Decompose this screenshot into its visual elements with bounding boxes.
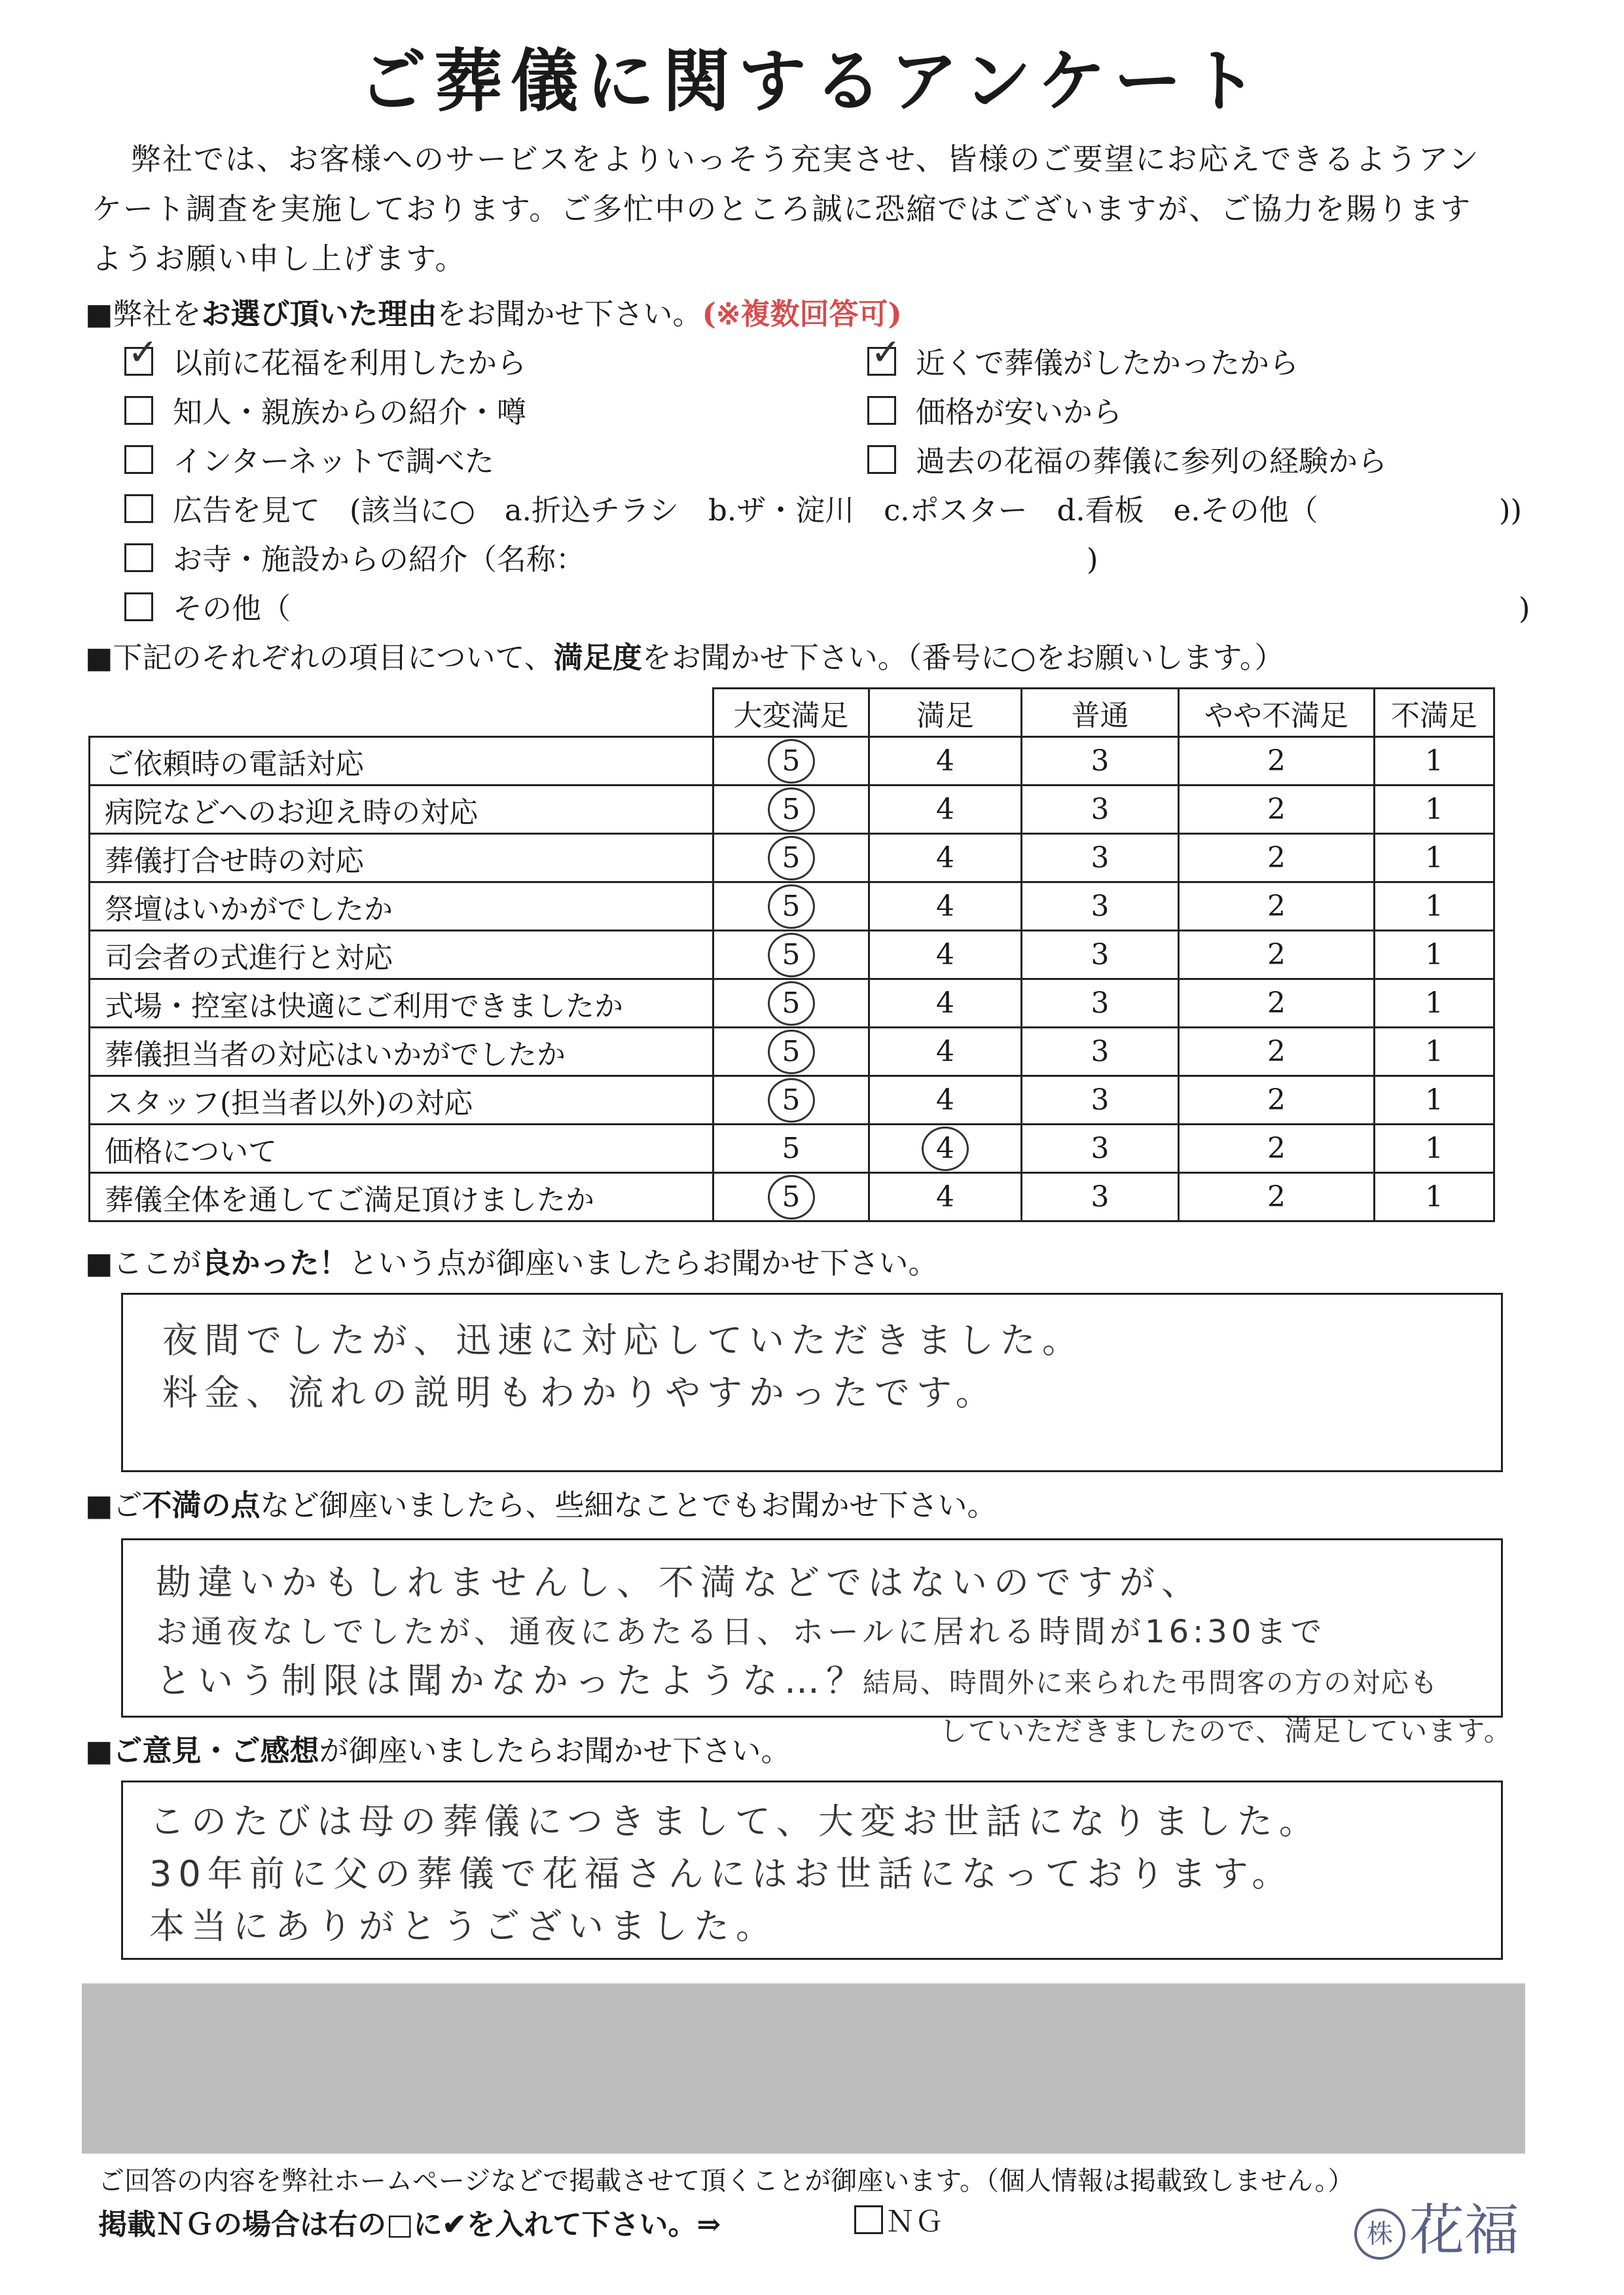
rating-option: 4 (936, 1083, 954, 1117)
multi-answer-note: (※複数回答可) (702, 297, 902, 331)
rating-cell[interactable] (1179, 786, 1375, 834)
q4-heading: ■ご不満の点など御座いましたら、些細なことでもお聞かせ下さい。 (85, 1488, 997, 1523)
rating-option: 2 (1267, 793, 1286, 826)
rating-cell[interactable] (869, 1076, 1022, 1125)
checkbox-previous-use[interactable] (124, 331, 158, 376)
rating-option: 1 (1425, 744, 1443, 778)
checkbox-referral[interactable] (124, 396, 153, 425)
intro-line-2: ケート調査を実施しております。ご多忙中のところ誠に恐縮ではございますが、ご協力を賜ります (92, 191, 1472, 226)
row-item-label: 葬儀打合せ時の対応 (90, 834, 713, 882)
good-points-line: 料金、流れの説明もわかりやすかったです。 (162, 1372, 998, 1413)
table-row (90, 979, 1494, 1028)
complaint-line: 勘違いかもしれませんし、不満などではないのですが、 (156, 1562, 1203, 1603)
rating-option: 2 (1267, 1132, 1286, 1165)
rating-option: 4 (936, 938, 954, 971)
ng-checkbox[interactable] (854, 2205, 883, 2234)
row-item-label: 祭壇はいかがでしたか (90, 882, 713, 931)
rating-option: 1 (1425, 1035, 1443, 1068)
intro-line-1: 弊社では、お客様へのサービスをよりいっそう充実させ、皆様のご要望にお応えできるようアン (131, 141, 1480, 177)
rating-option: 2 (1267, 986, 1286, 1020)
footer-ng-instruction: 掲載ＮＧの場合は右の□に✔を入れて下さい。⇒ (98, 2208, 721, 2241)
rating-option: 1 (1425, 1132, 1443, 1165)
option-price[interactable]: 価格が安いから (867, 393, 1122, 432)
rating-cell[interactable] (1022, 1173, 1179, 1221)
selected-rating: 5 (768, 1030, 815, 1074)
checkbox-price[interactable] (867, 396, 896, 425)
rating-option: 3 (1091, 986, 1110, 1020)
checkbox-internet[interactable] (124, 445, 153, 474)
rating-cell[interactable] (1179, 1028, 1375, 1076)
option-referral[interactable]: 知人・親族からの紹介・噂 (124, 393, 526, 432)
q2-heading: ■下記のそれぞれの項目について、満足度をお聞かせ下さい。（番号に○をお願いします。） (85, 640, 1284, 675)
rating-option: 2 (1267, 1083, 1286, 1117)
option-past-attend[interactable]: 過去の花福の葬儀に参列の経験から (867, 442, 1387, 481)
rating-cell[interactable] (1179, 931, 1375, 979)
footer-notice: ご回答の内容を弊社ホームページなどで掲載させて頂くことが御座います。（個人情報は掲載致しません。） (98, 2166, 1354, 2196)
rating-cell[interactable] (1179, 737, 1375, 786)
rating-option: 3 (1091, 793, 1110, 826)
rating-option: 4 (936, 744, 954, 778)
rating-cell[interactable] (713, 931, 869, 979)
comment-line: 30年前に父の葬儀で花福さんにはお世話になっております。 (149, 1853, 1294, 1894)
rating-cell[interactable] (1179, 1076, 1375, 1125)
row-item-label: 葬儀全体を通してご満足頂けましたか (90, 1173, 713, 1221)
rating-cell[interactable] (1179, 834, 1375, 882)
table-header-row (90, 689, 1494, 737)
kabushiki-mark-icon: 株 (1354, 2209, 1405, 2260)
selected-rating: 5 (768, 981, 815, 1026)
ng-option[interactable]: ＮＧ (854, 2198, 943, 2240)
rating-option: 3 (1091, 1132, 1110, 1165)
check-mark-icon: ✓ (128, 331, 158, 374)
column-header: やや不満足 (1179, 689, 1375, 737)
rating-cell[interactable] (1375, 834, 1494, 882)
complaint-line: 結局、時間外に来られた弔問客の方の対応も (863, 1667, 1439, 1699)
checkbox-temple[interactable] (124, 543, 153, 572)
page-title: ご葬儀に関するアンケート (358, 41, 1266, 121)
comments-box[interactable] (121, 1780, 1503, 1960)
row-item-label: 葬儀担当者の対応はいかがでしたか (90, 1028, 713, 1076)
rating-option: 3 (1091, 744, 1110, 778)
table-row (90, 1076, 1494, 1125)
redacted-area (82, 1983, 1525, 2154)
table-row (90, 834, 1494, 882)
rating-cell[interactable] (1022, 737, 1179, 786)
rating-cell[interactable] (869, 931, 1022, 979)
rating-cell[interactable] (713, 834, 869, 882)
rating-option: 4 (936, 841, 954, 875)
rating-cell[interactable] (1375, 786, 1494, 834)
rating-option: 4 (936, 890, 954, 923)
rating-cell[interactable] (1022, 1125, 1179, 1173)
q1-heading: ■弊社をお選び頂いた理由をお聞かせ下さい。(※複数回答可) (85, 297, 902, 331)
rating-option: 4 (936, 793, 954, 826)
rating-option: 5 (782, 1132, 801, 1165)
rating-cell[interactable] (1375, 1028, 1494, 1076)
selected-rating: 5 (768, 836, 815, 880)
good-points-line: 夜間でしたが、迅速に対応していただきました。 (162, 1320, 1084, 1361)
selected-rating: 4 (922, 1127, 969, 1171)
comment-line: 本当にありがとうございました。 (149, 1906, 778, 1947)
rating-option: 1 (1425, 1180, 1443, 1214)
rating-cell[interactable] (1179, 1125, 1375, 1173)
selected-rating: 5 (768, 739, 815, 784)
rating-option: 1 (1425, 986, 1443, 1020)
satisfaction-table (88, 687, 1495, 1222)
company-logo: 株 花福 (1354, 2186, 1519, 2266)
rating-cell[interactable] (713, 1076, 869, 1125)
rating-cell[interactable] (869, 1173, 1022, 1221)
rating-cell[interactable] (1375, 931, 1494, 979)
row-item-label: 司会者の式進行と対応 (90, 931, 713, 979)
rating-cell[interactable] (869, 1028, 1022, 1076)
table-row (90, 786, 1494, 834)
rating-cell[interactable] (713, 979, 869, 1028)
rating-cell[interactable] (1022, 1076, 1179, 1125)
good-points-box[interactable] (121, 1293, 1503, 1472)
option-other[interactable]: その他（ (124, 589, 291, 628)
row-item-label: 式場・控室は快適にご利用できましたか (90, 979, 713, 1028)
rating-option: 3 (1091, 890, 1110, 923)
rating-cell[interactable] (1022, 931, 1179, 979)
rating-cell[interactable] (1375, 882, 1494, 931)
rating-option: 2 (1267, 1180, 1286, 1214)
rating-option: 4 (936, 1180, 954, 1214)
rating-cell[interactable] (1022, 882, 1179, 931)
comment-line: このたびは母の葬儀につきまして、大変お世話になりました。 (149, 1801, 1321, 1842)
rating-cell[interactable] (713, 1125, 869, 1173)
option-other-close: ) (1519, 591, 1530, 626)
check-mark-icon: ✓ (871, 331, 901, 374)
table-row (90, 1125, 1494, 1173)
rating-cell[interactable] (1179, 882, 1375, 931)
rating-cell[interactable] (869, 786, 1022, 834)
q3-heading: ■ここが良かった！という点が御座いましたらお聞かせ下さい。 (85, 1246, 938, 1280)
rating-option: 3 (1091, 1180, 1110, 1214)
rating-option: 3 (1091, 938, 1110, 971)
option-ad[interactable]: 広告を見て (該当に○ a.折込チラシ b.ザ・淀川 c.ポスター d.看板 e.その他（ (124, 491, 1318, 530)
rating-option: 2 (1267, 744, 1286, 778)
column-header: 不満足 (1375, 689, 1494, 737)
row-item-label: 病院などへのお迎え時の対応 (90, 786, 713, 834)
complaint-line: という制限は聞かなかったような…？ (156, 1660, 868, 1701)
check-mark-icon: ✔ (442, 2208, 467, 2241)
rating-option: 4 (936, 986, 954, 1020)
checkbox-past-attend[interactable] (867, 445, 896, 474)
rating-cell[interactable] (1375, 979, 1494, 1028)
selected-rating: 5 (768, 1175, 815, 1220)
table-row (90, 931, 1494, 979)
selected-rating: 5 (768, 1078, 815, 1123)
rating-option: 2 (1267, 841, 1286, 875)
rating-option: 4 (936, 1035, 954, 1068)
option-ad-close: )) (1499, 493, 1523, 528)
intro-text (92, 134, 1532, 283)
table-row (90, 1028, 1494, 1076)
rating-cell[interactable] (1179, 1173, 1375, 1221)
rating-cell[interactable] (1022, 1028, 1179, 1076)
rating-cell[interactable] (1179, 979, 1375, 1028)
row-item-label: ご依頼時の電話対応 (90, 737, 713, 786)
rating-cell[interactable] (869, 979, 1022, 1028)
rating-cell[interactable] (1375, 1076, 1494, 1125)
rating-cell[interactable] (1375, 1173, 1494, 1221)
table-row (90, 1173, 1494, 1221)
selected-rating: 5 (768, 787, 815, 832)
rating-cell[interactable] (713, 1173, 869, 1221)
option-temple-close: ) (1087, 542, 1098, 577)
rating-cell[interactable] (1022, 786, 1179, 834)
rating-cell[interactable] (1022, 979, 1179, 1028)
rating-cell[interactable] (869, 882, 1022, 931)
option-nearby[interactable]: ✓ 近くで葬儀がしたかったから (867, 344, 1299, 383)
rating-cell[interactable] (869, 1125, 1022, 1173)
option-temple[interactable]: お寺・施設からの紹介（名称： (124, 540, 585, 579)
selected-rating: 5 (768, 933, 815, 977)
complaint-line: していただきましたので、満足しています。 (939, 1715, 1513, 1747)
rating-cell[interactable] (1022, 834, 1179, 882)
rating-cell[interactable] (869, 834, 1022, 882)
intro-line-3: ようお願い申し上げます。 (92, 241, 467, 276)
rating-cell[interactable] (1375, 737, 1494, 786)
table-row (90, 882, 1494, 931)
rating-option: 1 (1425, 938, 1443, 971)
checkbox-nearby[interactable] (867, 331, 901, 376)
column-header: 大変満足 (713, 689, 869, 737)
table-row (90, 737, 1494, 786)
checkbox-other[interactable] (124, 592, 153, 621)
rating-cell[interactable] (1375, 1125, 1494, 1173)
option-internet[interactable]: インターネットで調べた (124, 442, 494, 481)
q5-heading: ■ご意見・ご感想が御座いましたらお聞かせ下さい。 (85, 1733, 791, 1768)
column-header: 普通 (1022, 689, 1179, 737)
option-previous-use[interactable]: ✓ 以前に花福を利用したから (124, 344, 526, 383)
rating-cell[interactable] (713, 737, 869, 786)
rating-cell[interactable] (713, 882, 869, 931)
row-item-label: スタッフ(担当者以外)の対応 (90, 1076, 713, 1125)
rating-option: 1 (1425, 841, 1443, 875)
rating-option: 1 (1425, 890, 1443, 923)
rating-cell[interactable] (869, 737, 1022, 786)
rating-option: 3 (1091, 841, 1110, 875)
rating-option: 2 (1267, 938, 1286, 971)
rating-option: 1 (1425, 793, 1443, 826)
complaint-box[interactable] (121, 1538, 1503, 1718)
rating-option: 1 (1425, 1083, 1443, 1117)
rating-option: 2 (1267, 890, 1286, 923)
rating-option: 3 (1091, 1035, 1110, 1068)
rating-option: 3 (1091, 1083, 1110, 1117)
rating-option: 2 (1267, 1035, 1286, 1068)
column-header: 満足 (869, 689, 1022, 737)
checkbox-ad[interactable] (124, 494, 153, 523)
rating-cell[interactable] (713, 1028, 869, 1076)
selected-rating: 5 (768, 884, 815, 929)
rating-cell[interactable] (713, 786, 869, 834)
complaint-line: お通夜なしでしたが、通夜にあたる日、ホールに居れる時間が16:30まで (156, 1614, 1326, 1650)
row-item-label: 価格について (90, 1125, 713, 1173)
